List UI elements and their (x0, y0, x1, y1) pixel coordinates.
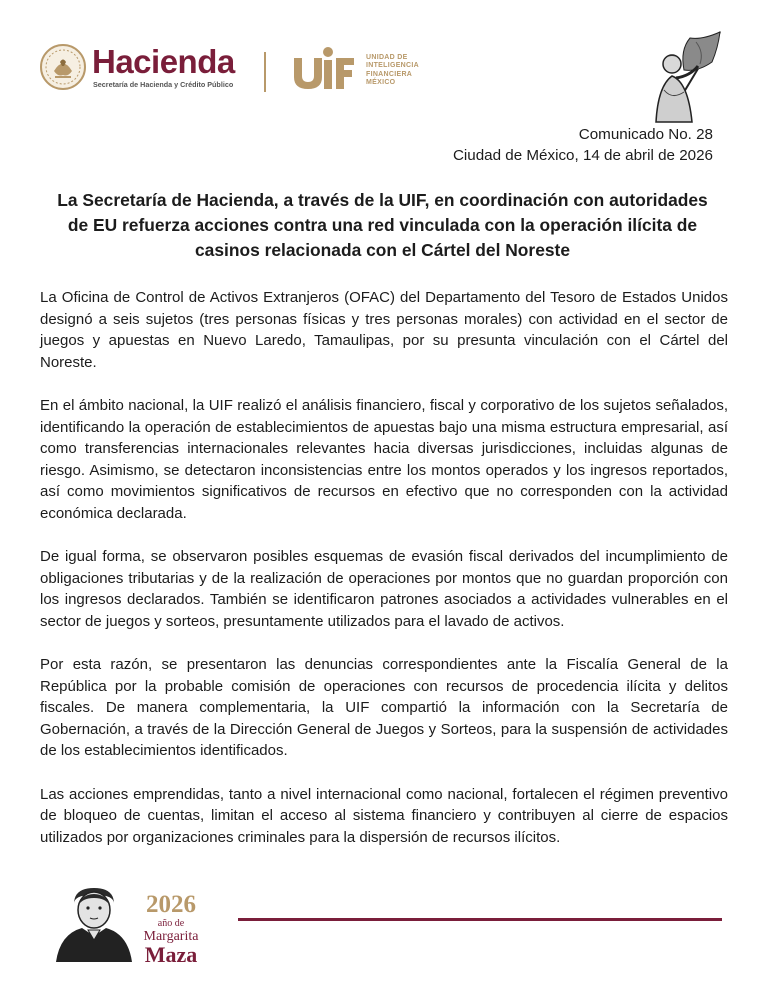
communique-meta (453, 124, 713, 166)
body-paragraph: La Oficina de Control de Activos Extranjeros (OFAC) del Departamento del Tesoro de Estados Unidos designó a seis sujetos (tres personas físicas y tres personas morales) con actividad en el sector de juegos y apuestas en Nuevo Laredo, Tamaulipas, por su presunta vinculación con el Cártel del Noreste. (40, 289, 728, 371)
communique-place-date: Ciudad de México, 14 de abril de 2026 (452, 147, 713, 164)
year-emblem (138, 892, 204, 966)
uif-caption-line: INTELIGENCIA (366, 62, 419, 70)
body-paragraph: En el ámbito nacional, la UIF realizó el análisis financiero, fiscal y corporativo de los sujetos señalados, identificando la operación de establecimientos de apuestas bajo una misma estructura empresarial, así como transferencias internacionales relevantes hacia diversas jurisdicciones, incluidas algunas de riesgo. Asimismo, se detectaron inconsistencias entre los montos operados y los ingresos reportados, así como movimientos significativos de recursos en efectivo que no corresponden con la actividad económica declarada. (40, 396, 728, 522)
communique-number: Comunicado No. 28 (578, 126, 713, 143)
uif-caption-line: UNIDAD DE (366, 54, 408, 61)
uif-logo-icon (290, 46, 358, 90)
footer-rule (238, 918, 722, 921)
honoree-first-name: Margarita (143, 929, 199, 944)
honoree-last-name: Maza (144, 942, 198, 967)
year-number: 2026 (146, 891, 196, 918)
press-release-title: La Secretaría de Hacienda, a través de la UIF, en coordinación con autoridades de EU refuerza acciones contra una red vinculada con la operación ilícita de casinos relacionada con el Cártel del Noreste (57, 190, 708, 260)
document-header (0, 0, 765, 120)
body-paragraph: Las acciones emprendidas, tanto a nivel internacional como nacional, fortalecen el régimen preventivo de bloqueo de cuentas, limitan el acceso al sistema financiero y contribuyen al cierre de espacios utilizados por organizaciones criminales para la dispersión de recursos ilícitos. (40, 785, 728, 846)
uif-caption-line: MÉXICO (366, 79, 396, 87)
hacienda-subtitle: Secretaría de Hacienda y Crédito Público (93, 80, 234, 89)
uif-caption-line: FINANCIERA (366, 70, 413, 78)
logo-divider (264, 52, 266, 92)
body-paragraph: De igual forma, se observaron posibles esquemas de evasión fiscal derivados del incumplimiento de obligaciones tributarias y de la realización de operaciones por montos que no guardan proporción con los ingresos declarados. También se identificaron patrones asociados a actividades vulnerables en el sector de juegos y sorteos, presuntamente utilizados para el lavado de activos. (40, 548, 728, 630)
hacienda-logo-text: Hacienda (92, 43, 235, 80)
margarita-maza-portrait-icon (52, 884, 136, 962)
flag-portrait-icon (636, 30, 732, 124)
year-of-label: año de (157, 918, 185, 929)
press-release-body (40, 287, 728, 870)
uif-caption (366, 54, 419, 88)
body-paragraph: Por esta razón, se presentaron las denuncias correspondientes ante la Fiscalía General de la República por la probable comisión de operaciones con recursos de procedencia ilícita y delitos fiscales. De manera complementaria, la UIF compartió la información con la Secretaría de Gobernación, a través de la Dirección General de Juegos y Sorteos, para la suspensión de actividades de los establecimientos identificados. (40, 656, 728, 760)
mexico-seal-icon (40, 44, 86, 90)
